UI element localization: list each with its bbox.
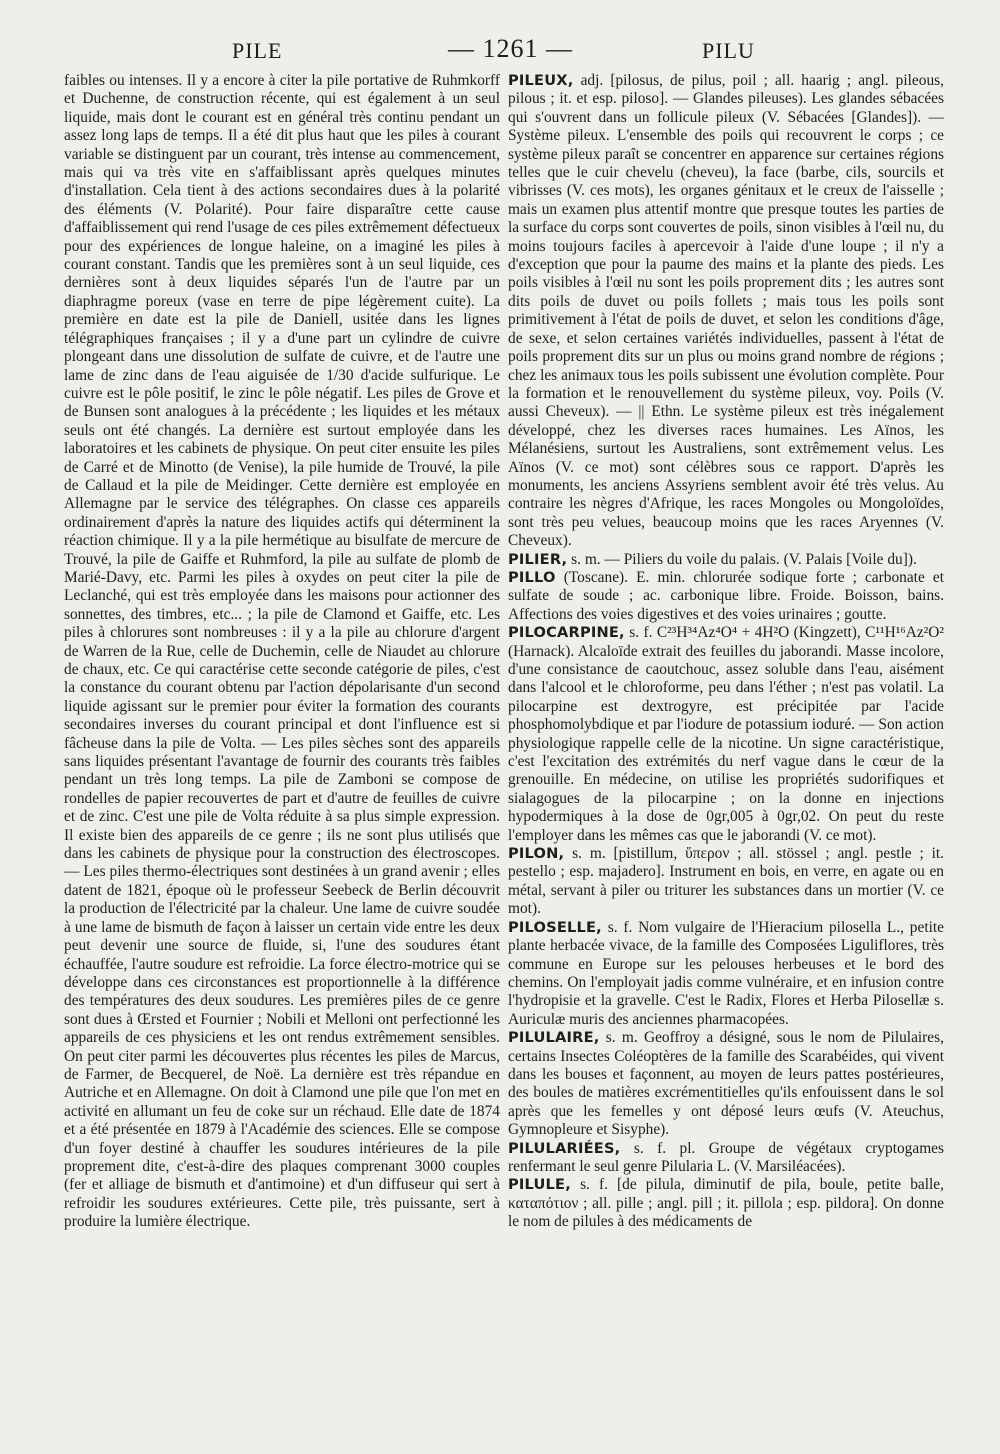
right-column: [508, 72, 944, 1232]
left-column-paragraph: faibles ou intenses. Il y a encore à citer la pile portative de Ruhmkorff et Duchenne, de construction récente, qui est également à un seul liquide, mais dont le courant est en général très continu pendant un assez long laps de temps. Il a été dit plus haut que les piles à courant variable se distinguent par un courant, très intense au commencement, mais qui va très vite en s'affaiblissant après quelques minutes d'installation. Cela tient à des actions secondaires dues à la polarité des éléments (V. Polarité). Pour faire disparaître cette cause d'affaiblissement qui rend l'usage de ces piles extrêmement défectueux pour des expériences de longue haleine, on a imaginé les piles à courant constant. Tandis que les premières sont à un seul liquide, ces dernières sont à deux liquides séparés l'un de l'autre par un diaphragme poreux (vase en terre de pipe légèrement cuite). La première en date est la pile de Daniell, usitée dans les lignes télégraphiques françaises ; il y a d'une part un cylindre de cuivre plongeant dans une dissolution de sulfate de cuivre, et de l'autre une lame de zinc dans de l'eau aiguisée de 1/30 d'acide sulfurique. Le cuivre est le pôle positif, le zinc le pôle négatif. Les piles de Grove et de Bunsen sont analogues à la précédente ; les liquides et les métaux seuls ont été changés. La dernière est surtout employée dans les laboratoires et les cabinets de physique. On peut citer ensuite les piles de Carré et de Minotto (de Venise), la pile humide de Trouvé, la pile de Callaud et la pile de Meidinger. Cette dernière est employée en Allemagne par le service des télégraphes. On classe ces appareils ordinairement d'après la nature des liquides actifs qui déterminent la réaction chimique. Il y a la pile hermétique au bisulfate de mercure de Trouvé, la pile de Gaiffe et Ruhmford, la pile au sulfate de plomb de Marié-Davy, etc. Parmi les piles à oxydes on peut citer la pile de Leclanché, qui est très employée dans les maisons pour actionner des sonnettes, des timbres, etc... ; la pile de Clamond et Gaiffe, etc. Les piles à chlorures sont nombreuses : il y a la pile au chlorure d'argent de Warren de la Rue, celle de Duchemin, celle de Niaudet au chlorure de chaux, etc. Ce qui caractérise cette seconde catégorie de piles, c'est la constance du courant obtenu par l'action dépolarisante d'un second liquide agissant sur le premier pour éviter la formation des courants secondaires inverses du courant principal et dont l'influence est si fâcheuse dans la pile de Volta. — Les piles sèches sont des appareils sans liquides présentant l'avantage de fournir des courants très faibles pendant un très long temps. La pile de Zamboni se compose de rondelles de papier recouvertes de part et d'autre de feuilles de cuivre et de zinc. C'est une pile de Volta réduite à sa plus simple expression. Il existe bien des appareils de ce genre ; ils ne sont plus utilisés que dans les cabinets de physique pour la construction des électroscopes. — Les piles thermo-électriques sont destinées à un grand avenir ; elles datent de 1821, époque où le professeur Seebeck de Berlin découvrit la production de l'électricité par la chaleur. Une lame de cuivre soudée à une lame de bismuth de façon à laisser un certain vide entre les deux peut devenir une source de fluide, si, l'une des soudures étant échauffée, l'autre soudure est refroidie. La force électro-motrice qui se développe dans ces circonstances est proportionnelle à la différence des températures des deux soudures. Les premières piles de ce genre sont dues à Œrsted et Fournier ; Nobili et Melloni ont perfectionné les appareils de ces physiciens et les ont rendus extrêmement sensibles. On peut citer parmi les découvertes plus récentes les piles de Marcus, de Farmer, de Becquerel, de Noë. La dernière est très répandue en Autriche et en Allemagne. On doit à Clamond une pile que l'on met en activité en allumant un feu de coke sur un réchaud. Elle date de 1874 et a été présentée en 1879 à l'Académie des sciences. Elle se compose d'un foyer destiné à chauffer les soudures intérieures de la pile proprement dite, c'est-à-dire des plaques comprenant 3000 couples (fer et alliage de bismuth et d'antimoine) et d'un diffuseur qui sert à refroidir les soudures extérieures. Cette pile, très puissante, sert à produire la lumière électrique.: [64, 72, 500, 1231]
entry-pileux: [508, 72, 944, 551]
left-column: [64, 72, 500, 1232]
header-right-word: PILU: [702, 38, 755, 63]
headword: PILIER,: [508, 550, 568, 568]
entry-body: s. m. — Piliers du voile du palais. (V. Palais [Voile du]).: [571, 550, 917, 568]
entry-body: adj. [pilosus, de pilus, poil ; all. haarig ; angl. pileous, pilous ; it. et esp. piloso]. — Glandes pileuses). Les glandes sébacées qui s'ouvrent dans un follicule pileux (V. Sébacées [Glandes]). — Système pileux. L'ensemble des poils qui recouvrent le corps ; ce système pileux paraît se concentrer en apparence sur certaines régions telles que le cuir chevelu (cheveu), la face (barbe, cils, sourcils et vibrisses (V. ces mots), les organes génitaux et le creux de l'aisselle ; mais un examen plus attentif montre que presque toutes les parties de la surface du corps sont couvertes de poils, sinon visibles à l'œil nu, du moins toujours faciles à apercevoir à l'aide d'une loupe ; il n'y a d'exception que pour la paume des mains et la plante des pieds. Les poils visibles à l'œil nu sont les poils proprement dits ; les autres sont dits poils de duvet ou poils follets ; mais tous les poils sont primitivement à l'état de poils de duvet, et selon les conditions d'âge, de sexe, et selon certaines variétés individuelles, passent à l'état de poils proprement dits sur un plus ou moins grand nombre de régions ; chez les animaux tous les poils subissent une évolution complète. Pour la formation et le renouvellement du système pileux, voy. Poils (V. aussi Cheveux). — || Ethn. Le système pileux est très inégalement développé, chez les diverses races humaines. Les Aïnos, les Mélanésiens, surtout les Australiens, sont extrêmement velus. Les Aïnos (V. ce mot) sont célèbres sous ce rapport. D'après les monuments, les anciens Assyriens semblent avoir été très velus. Au contraire les nègres d'Afrique, les races Mongoles ou Mongoloïdes, sont très peu velues, beaucoup moins que les races Aryennes (V. Cheveux).: [508, 72, 944, 550]
headword: PILOSELLE,: [508, 918, 602, 936]
headword: PILULAIRE,: [508, 1029, 600, 1047]
headword: PILULARIÉES,: [508, 1139, 621, 1157]
entry-body: (Toscane). E. min. chlorurée sodique forte ; carbonate et sulfate de soude ; ac. carbonique libre. Froide. Boisson, bains. Affections des voies digestives et des voies urinaires ; goutte.: [508, 568, 944, 623]
entry-body: s. f. pl. Groupe de végétaux cryptogames renfermant le seul genre Pilularia L. (V. Marsiléacées).: [508, 1139, 944, 1175]
entry-pilule: [508, 1176, 944, 1231]
headword: PILOCARPINE,: [508, 624, 625, 642]
entry-pillo: [508, 569, 944, 624]
entry-pilulaire: [508, 1029, 944, 1139]
header-left-word: PILE: [232, 38, 283, 63]
entry-pilocarpine: [508, 624, 944, 845]
entry-body: s. m. Geoffroy a désigné, sous le nom de Pilulaires, certains Insectes Coléoptères de la famille des Scarabéides, qui vivent dans les bouses et façonnent, au moyen de leurs pattes postérieures, des boules de matières excrémentitielles qu'ils enfouissent dans le sol après que les femelles y ont déposé leurs œufs (V. Ateuchus, Gymnopleure et Sisyphe).: [508, 1029, 944, 1139]
entry-body: s. f. [de pilula, diminutif de pila, boule, petite balle, καταπότιον ; all. pille ; angl. pill ; it. pillola ; esp. pildora]. On donne le nom de pilules à des médicaments de: [508, 1176, 944, 1231]
entry-body: s. f. C²³H³⁴Az⁴O⁴ + 4H²O (Kingzett), C¹¹H¹⁶Az²O² (Harnack). Alcaloïde extrait des feuilles du jaborandi. Masse incolore, d'une consistance de caoutchouc, assez soluble dans l'eau, aisément dans l'alcool et le chloroforme, peu dans l'éther ; n'est pas volatil. La pilocarpine est dextrogyre, est précipitée par l'acide phosphomolybdique et par l'iodure de potassium ioduré. — Son action physiologique rappelle celle de la nicotine. Un signe caractéristique, c'est l'excitation des extrémités du nerf vague dans le cœur de la grenouille. En médecine, on utilise les propriétés sudorifiques et sialagogues de la pilocarpine ; on la donne en injections hypodermiques à la dose de 0gr,005 à 0gr,02. On peut du reste l'employer dans les mêmes cas que le jaborandi (V. ce mot).: [508, 624, 944, 844]
page-number: — 1261 —: [448, 34, 573, 63]
entry-pilulariees: [508, 1140, 944, 1177]
headword: PILON,: [508, 845, 565, 863]
entry-piloselle: [508, 919, 944, 1029]
entry-pilon: [508, 845, 944, 919]
entry-pilier: [508, 551, 944, 569]
headword: PILEUX,: [508, 72, 574, 89]
headword: PILLO: [508, 568, 556, 586]
headword: PILULE,: [508, 1176, 571, 1194]
entry-body: s. m. [pistillum, ὕπερον ; all. stössel ; angl. pestle ; it. pestello ; esp. majadero]. Instrument en bois, en verre, en agate ou en métal, servant à piler ou triturer les substances dans un mortier (V. ce mot).: [508, 845, 944, 918]
entry-body: s. f. Nom vulgaire de l'Hieracium pilosella L., petite plante herbacée vivace, de la famille des Composées Liguliflores, très commune en Europe sur les pelouses herbeuses et le bord des chemins. On l'employait jadis comme vulnéraire, et en infusion contre l'hydropisie et la gravelle. C'est le Radix, Flores et Herba Pilosellæ s. Auriculæ muris des anciennes pharmacopées.: [508, 918, 944, 1028]
running-header: [0, 30, 1000, 70]
